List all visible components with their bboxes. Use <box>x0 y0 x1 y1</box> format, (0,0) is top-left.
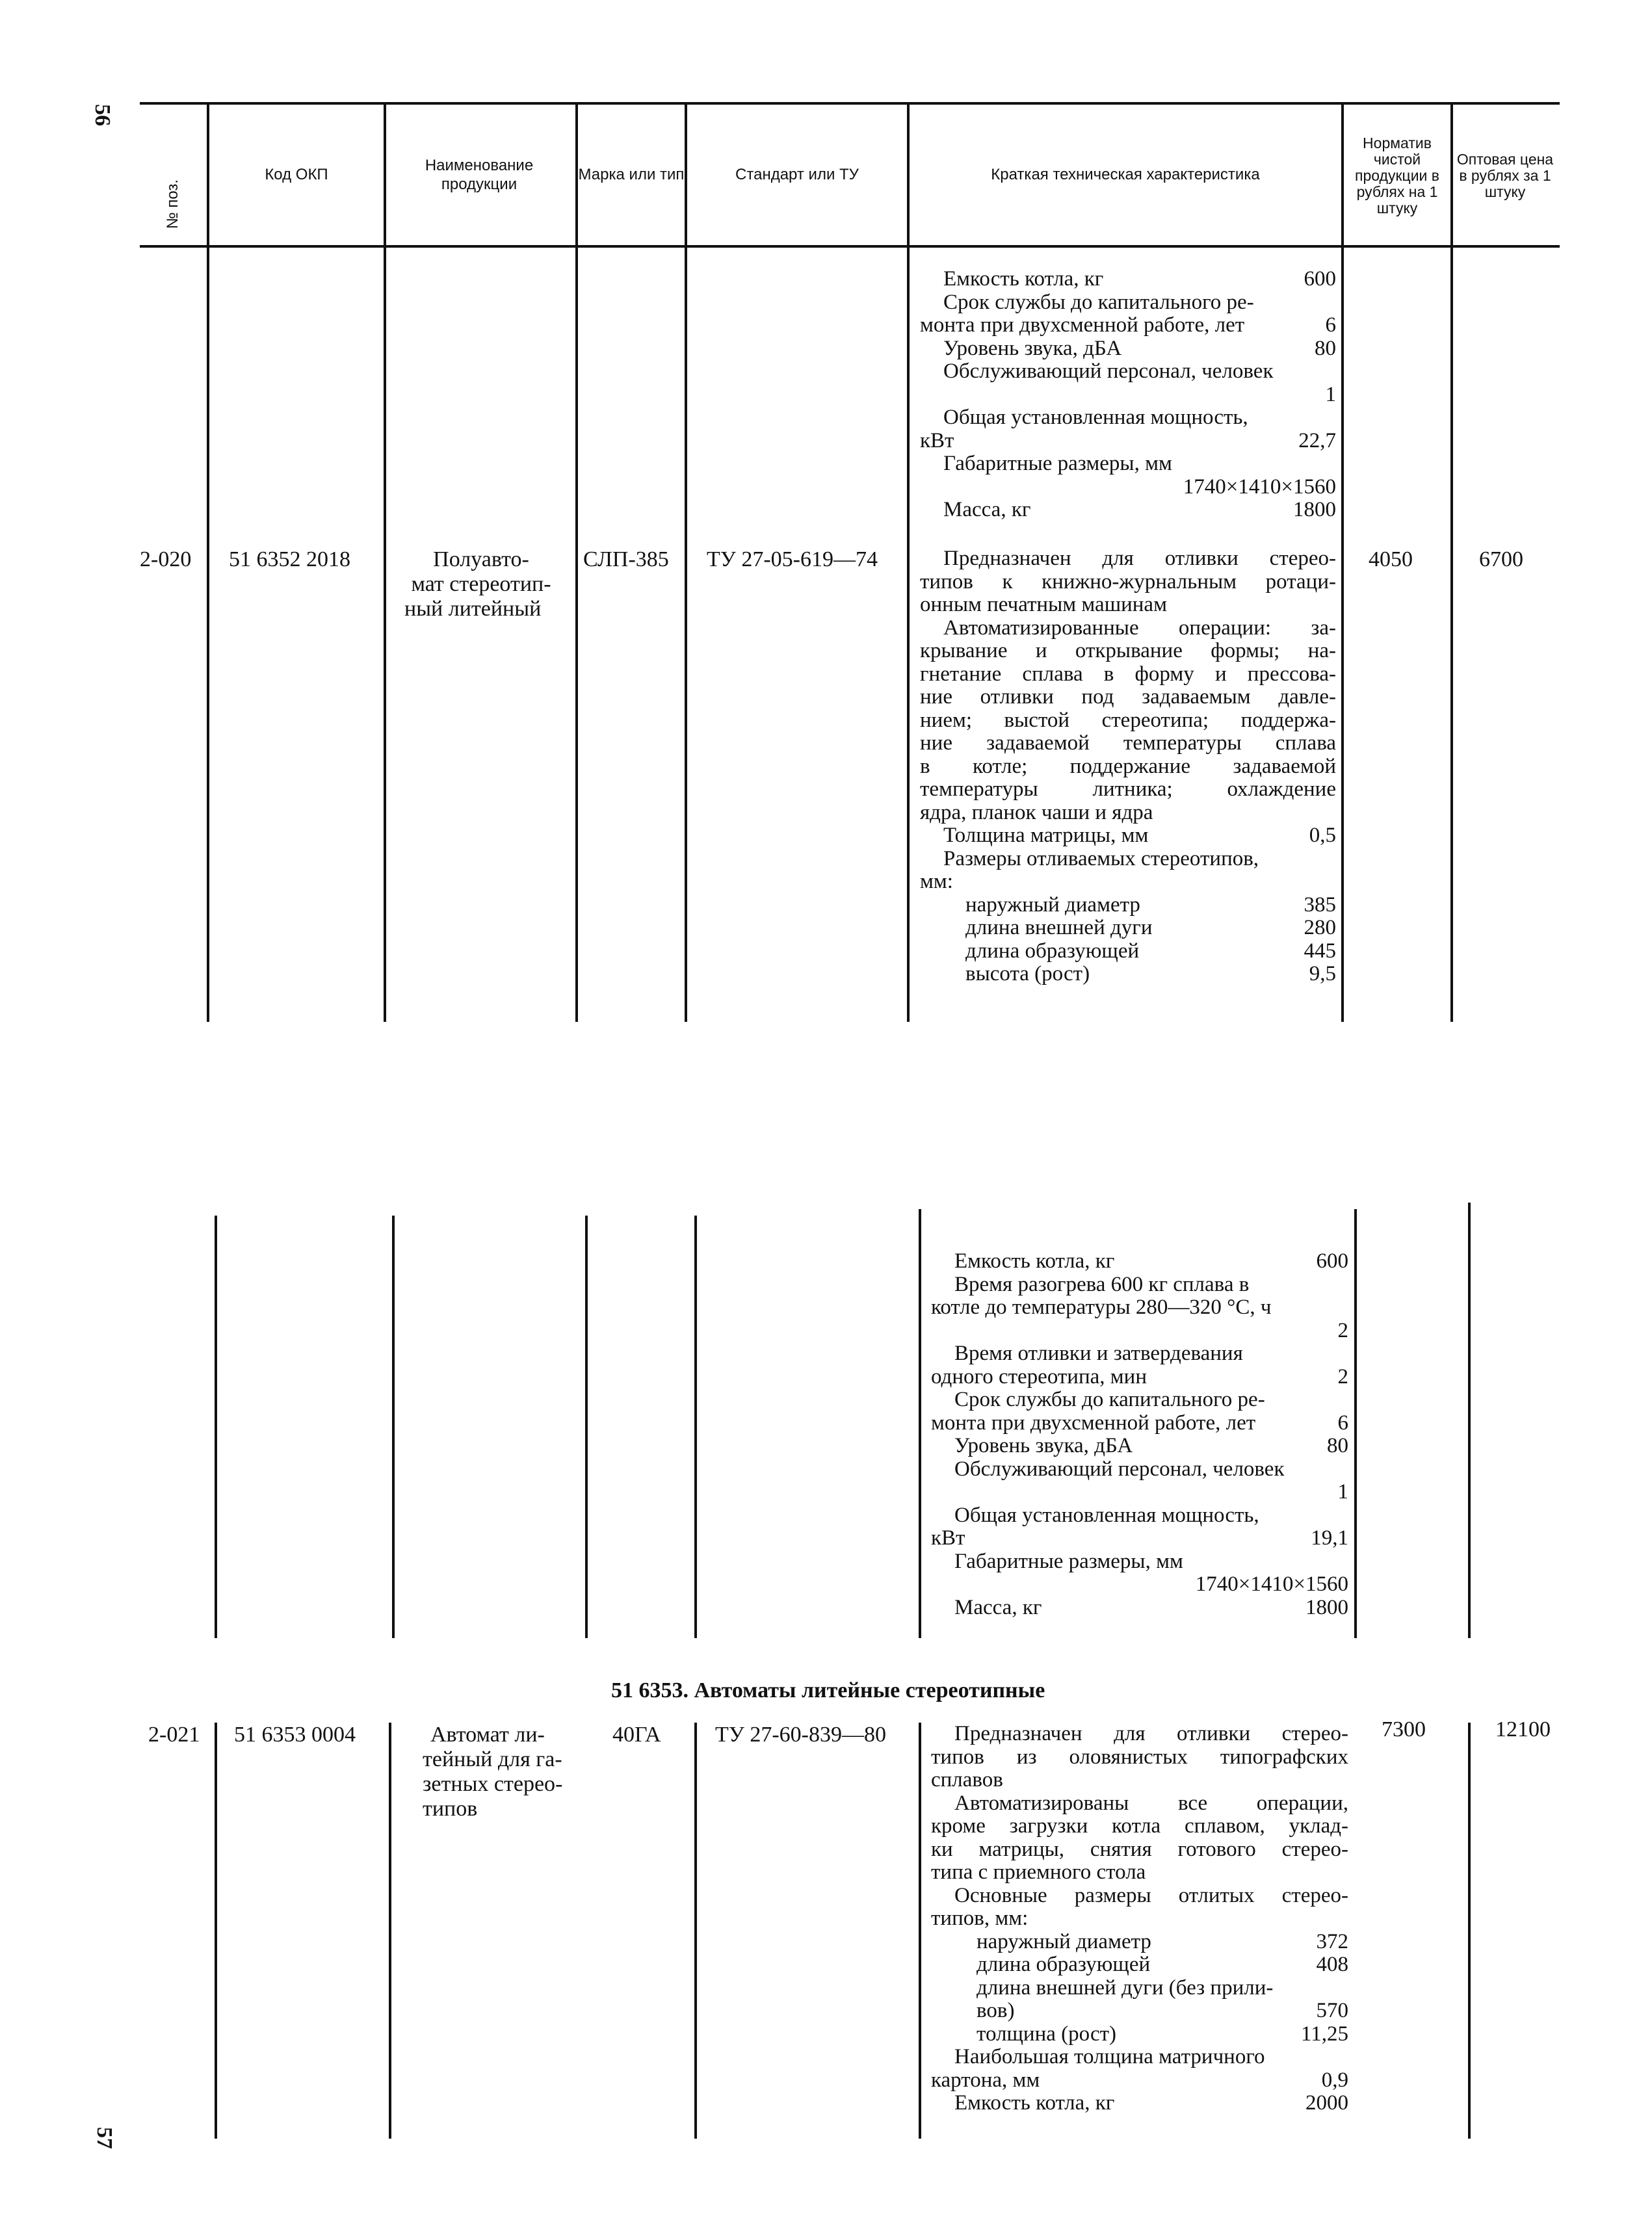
item-2020-okp: 51 6352 2018 <box>229 547 350 571</box>
column-divider <box>215 1216 217 1638</box>
column-divider <box>1468 1203 1471 1638</box>
spec-item-2021: Предназначен для отливки стерео- типов из оловянистых типографских сплавов Автоматизированы все операции, кроме загрузки котла сплавом, уклад- ки матрицы, снятия готового стерео- типа с приемного стола Основные размеры отлитых стерео- типов, мм: наружный диаметр 372 длина образующей 408 длина внешней дуги (без прили- вов) 570 толщина (рост) 11,25 Наибольшая толщина матричного картона, мм 0,9 Емкость котла, кг 2000 <box>931 1722 1348 2115</box>
header-okp: Код ОКП <box>265 166 328 183</box>
page-number-top: 56 <box>90 104 114 126</box>
spec-block-1: Емкость котла, кг 600 Срок службы до капитального ре- монта при двухсменной работе, лет 6 Уровень звука, дБА 80 Обслуживающий персонал, человек 1 Общая установленная мощность, кВт 22,7 Габаритные размеры, мм 1740×1410×1560 Масса, кг 1800 <box>920 267 1336 521</box>
item-2021-standard: ТУ 27-60-839—80 <box>715 1723 886 1747</box>
column-divider <box>215 1723 217 2139</box>
header-mark: Марка или тип <box>578 166 685 183</box>
column-divider <box>919 1209 921 1638</box>
item-2021-mark: 40ГА <box>612 1723 661 1747</box>
spec-block-2: Емкость котла, кг 600 Время разогрева 600 кг сплава в котле до температуры 280—320 °С, ч 2 Время отливки и затвердевания одного стереотипа, мин 2 Срок службы до капитального ре- монта при двухсменной работе, лет 6 Уровень звука, дБА 80 Обслуживающий персонал, человек 1 Общая установленная мощность, кВт 19,1 Габаритные размеры, мм 1740×1410×1560 Масса, кг 1800 <box>931 1249 1348 1619</box>
header-spec: Краткая техническая характеристика <box>991 166 1260 183</box>
page-number-bottom: 57 <box>92 2127 116 2149</box>
item-2020-standard: ТУ 27-05-619—74 <box>707 547 878 571</box>
header-name: Наименование продукции <box>425 156 534 193</box>
item-2020-mark: СЛП-385 <box>583 547 669 571</box>
item-2020-pos: 2-020 <box>140 547 192 571</box>
item-2021-name: Автомат ли- тейный для га- зетных стерео- типов <box>423 1723 563 1821</box>
column-divider <box>694 1723 697 2139</box>
item-2020-norm: 4050 <box>1369 547 1413 571</box>
header-standard: Стандарт или ТУ <box>735 166 859 183</box>
column-divider <box>1468 1723 1471 2139</box>
header-norm: Норматив чистой продукции в рублях на 1 штуку <box>1355 134 1439 216</box>
item-2020-price: 6700 <box>1479 547 1523 571</box>
column-divider <box>389 1723 391 2139</box>
column-divider <box>392 1216 395 1638</box>
item-2020-name: Полуавто- мат стереотип- ный литейный <box>404 547 551 621</box>
item-2021-norm: 7300 <box>1382 1717 1426 1741</box>
column-divider <box>1354 1209 1357 1638</box>
section-title: 51 6353. Автоматы литейные стереотипные <box>611 1678 1045 1702</box>
column-divider <box>384 102 386 1022</box>
header-pos: № поз. <box>164 179 182 229</box>
item-2021-okp: 51 6353 0004 <box>234 1723 356 1747</box>
table-header-bottom-rule <box>140 245 1560 248</box>
column-divider <box>694 1216 697 1638</box>
column-divider <box>585 1216 588 1638</box>
item-2021-price: 12100 <box>1495 1717 1551 1741</box>
spec-item-2020: Предназначен для отливки стерео- типов к книжно-журнальным ротаци- онным печатным машинам Автоматизированные операции: за- крывание и открывание формы; на- гнетание сплава в форму и прессова- ние отливки под задаваемым давле- нием; выстой стереотипа; поддержа- ние задаваемой температуры сплава в котле; поддержание задаваемой температуры литника; охлаждение ядра, планок чаши и ядра Толщина матрицы, мм 0,5 Размеры отливаемых стереотипов, мм: наружный диаметр 385 длина внешней дуги 280 длина образующей 445 высота (рост) 9,5 <box>920 547 1336 985</box>
header-price: Оптовая цена в рублях за 1 штуку <box>1456 150 1554 200</box>
column-divider <box>919 1723 921 2139</box>
item-2021-pos: 2-021 <box>148 1723 200 1747</box>
